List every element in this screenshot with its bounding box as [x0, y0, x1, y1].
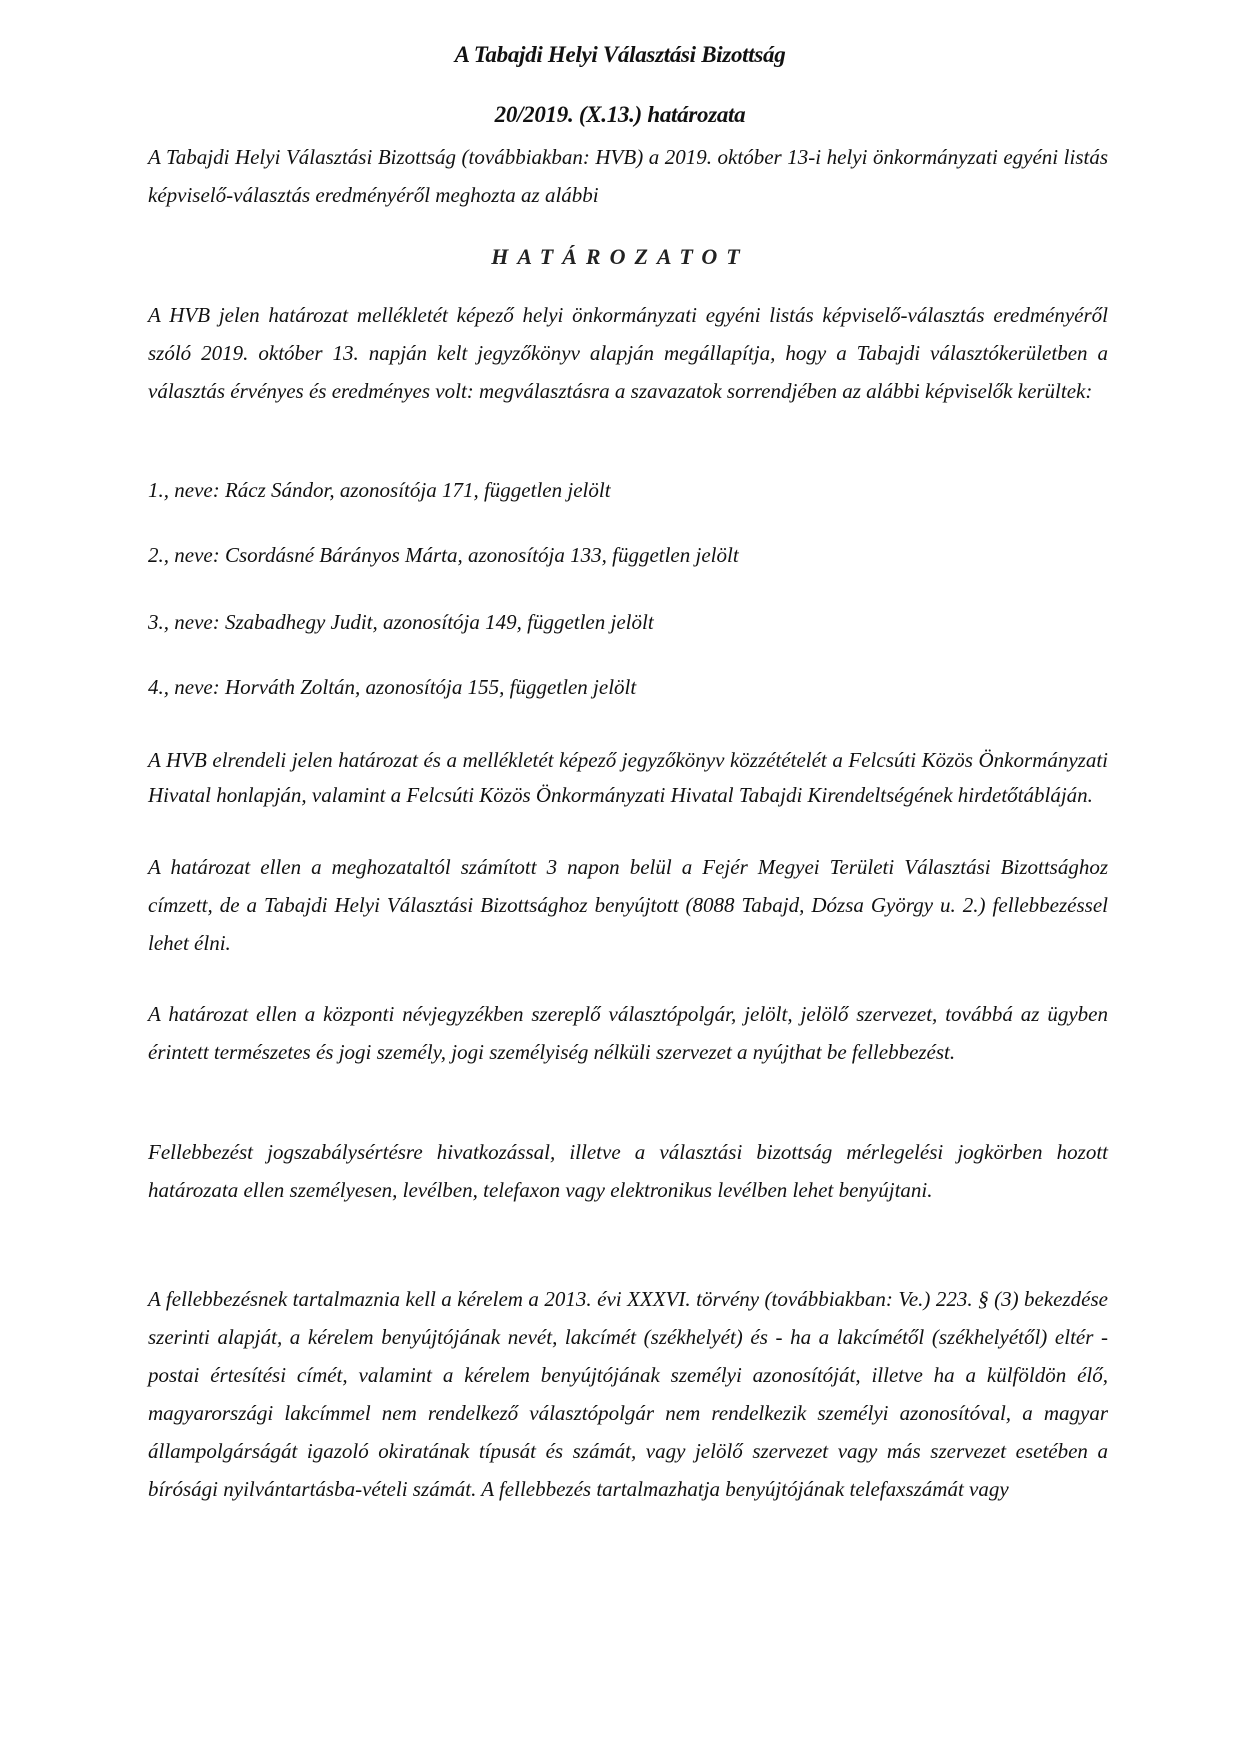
- resolution-number: 20/2019. (X.13.) határozata: [494, 102, 746, 127]
- appeal-method-paragraph: Fellebbezést jogszabálysértésre hivatkozással, illetve a választási bizottság mérlegelési jogkörben hozott határozata ellen személyesen, levélben, telefaxon vagy elektronikus levélben lehet benyújtani.: [148, 1140, 1108, 1202]
- elected-list-item: 2., neve: Csordásné Bárányos Márta, azonosítója 133, független jelölt: [148, 543, 739, 567]
- intro-paragraph: A Tabajdi Helyi Választási Bizottság (továbbiakban: HVB) a 2019. október 13-i helyi önkormányzati egyéni listás képviselő-választás eredményéről meghozta az alábbi: [148, 145, 1108, 207]
- appeal-content-paragraph: A fellebbezésnek tartalmaznia kell a kérelem a 2013. évi XXXVI. törvény (továbbiakban: Ve.) 223. § (3) bekezdése szerinti alapját, a kérelem benyújtójának nevét, lakcímét (székhelyét) és - ha a lakcímétől (székhelyétől) eltér - postai értesítési címét, valamint a kérelem benyújtójának személyi azonosítóját, illetve ha a külföldön élő, magyarországi lakcímmel nem rendelkező választópolgár nem rendelkezik személyi azonosítóval, a magyar állampolgárságát igazoló okiratának típusát és számát, vagy jelölő szervezet vagy más szervezet esetében a bírósági nyilvántartásba-vételi számát. A fellebbezés tartalmazhatja benyújtójának telefaxszámát vagy: [148, 1287, 1108, 1501]
- document-title: A Tabajdi Helyi Választási Bizottság: [454, 42, 786, 67]
- main-paragraph: A HVB jelen határozat mellékletét képező helyi önkormányzati egyéni listás képviselő-választás eredményéről szóló 2019. október 13. napján kelt jegyzőkönyv alapján megállapítja, hogy a Tabajdi választókerületben a választás érvényes és eredményes volt: megválasztásra a szavazatok sorrendjében az alábbi képviselők kerültek:: [148, 303, 1108, 403]
- publication-order-paragraph: A HVB elrendeli jelen határozat és a mellékletét képező jegyzőkönyv közzétételét a Felcsúti Közös Önkormányzati Hivatal honlapján, valamint a Felcsúti Közös Önkormányzati Hivatal Tabajdi Kirendeltségének hirdetőtábláján.: [148, 748, 1108, 807]
- appeal-deadline-paragraph: A határozat ellen a meghozataltól számított 3 napon belül a Fejér Megyei Területi Választási Bizottsághoz címzett, de a Tabajdi Helyi Választási Bizottsághoz benyújtott (8088 Tabajd, Dózsa György u. 2.) fellebbezéssel lehet élni.: [148, 855, 1108, 955]
- appeal-eligibility-paragraph: A határozat ellen a központi névjegyzékben szereplő választópolgár, jelölt, jelölő szervezet, továbbá az ügyben érintett természetes és jogi személy, jogi személyiség nélküli szervezet a nyújthat be fellebbezést.: [148, 1002, 1108, 1064]
- decision-heading: HATÁROZATOT: [491, 244, 749, 269]
- elected-list-item: 4., neve: Horváth Zoltán, azonosítója 155, független jelölt: [148, 675, 637, 699]
- elected-list-item: 1., neve: Rácz Sándor, azonosítója 171, független jelölt: [148, 478, 611, 502]
- elected-list-item: 3., neve: Szabadhegy Judit, azonosítója 149, független jelölt: [148, 610, 654, 634]
